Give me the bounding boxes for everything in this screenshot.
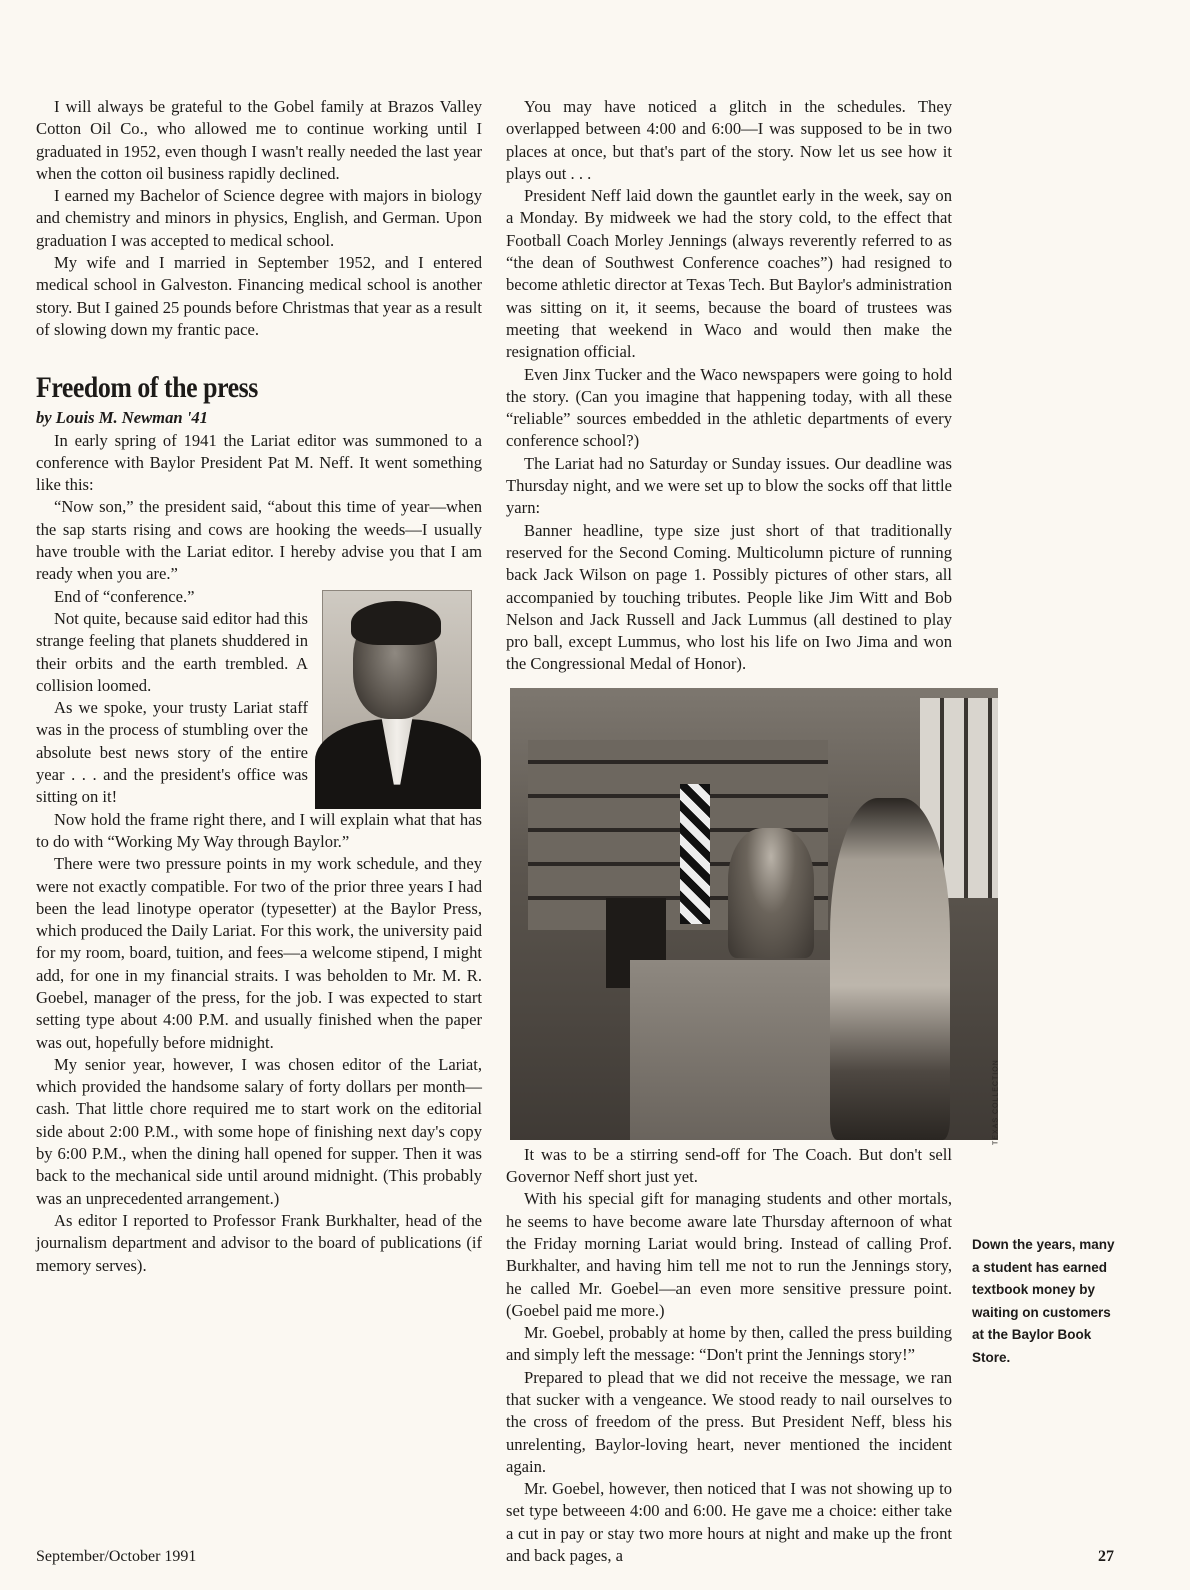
paragraph: I will always be grateful to the Gobel family at Brazos Valley Cotton Oil Co., who allowed me to continue working until I graduated in 1952, even though I wasn't really needed the last year when the cotton oil business rapidly declined. xyxy=(36,97,482,183)
issue-date: September/October 1991 xyxy=(36,1548,197,1565)
paragraph: The Lariat had no Saturday or Sunday issues. Our deadline was Thursday night, and we were set up to blow the socks off that little yarn: xyxy=(506,453,952,518)
paragraph: Now hold the frame right there, and I will explain what that has to do with “Working My Way through Baylor.” xyxy=(36,809,482,851)
paragraph: Not quite, because said editor had this strange feeling that planets shuddered in their orbits and the earth trembled. A collision loomed. xyxy=(36,608,308,695)
paragraph: My senior year, however, I was chosen editor of the Lariat, which provided the handsome salary of forty dollars per month—cash. That little chore required me to start work on the editorial side about 2:00 P.M., with some hope of finishing next day's copy by 6:00 P.M., when the dining hall opened for supper. Then it was back to the mechanical side until around midnight. (This probably was an unprecedented arrangement.) xyxy=(36,1054,482,1208)
paragraph: You may have noticed a glitch in the schedules. They overlapped between 4:00 and 6:00—I was supposed to be in two places at once, but that's part of the story. Now let us see how it plays out . . . xyxy=(506,97,952,183)
paragraph: Even Jinx Tucker and the Waco newspapers were going to hold the story. (Can you imagine that happening today, with all these “reliable” sources embedded in the athletic departments of every conference school?) xyxy=(506,364,952,451)
paragraph: Mr. Goebel, probably at home by then, called the press building and simply left the message: “Don't print the Jennings story!” xyxy=(506,1323,952,1365)
middle-column xyxy=(506,96,1000,1567)
page-number: 27 xyxy=(1098,1548,1114,1565)
photo-credit: TEXAS COLLECTION xyxy=(992,1059,1000,1146)
article-byline: by Louis M. Newman '41 xyxy=(36,408,208,428)
paragraph: My wife and I married in September 1952, and I entered medical school in Galveston. Financing medical school is another story. But I gained 25 pounds before Christmas that year as a result of slowing down my frantic pace. xyxy=(36,253,482,339)
paragraph: It was to be a stirring send-off for The Coach. But don't sell Governor Neff short just yet. xyxy=(506,1144,952,1187)
left-column xyxy=(36,96,482,1277)
paragraph-text: End of “conference.” xyxy=(54,586,195,606)
paragraph: Mr. Goebel, however, then noticed that I was not showing up to set type betweeen 4:00 and 6:00. He gave me a choice: either take a cut in pay or stay two more hours at night and make up the front and back pages, a xyxy=(506,1479,952,1566)
paragraph: President Neff laid down the gauntlet early in the week, say on a Monday. By midweek we had the story cold, to the effect that Football Coach Morley Jennings (always reverently referred to as “the dean of Southwest Conference coaches”) had resigned to become athletic director at Texas Tech. But Baylor's administration was sitting on it, it seems, because the board of trustees was meeting that weekend in Waco and would then make the resignation official. xyxy=(506,186,952,362)
paragraph: Banner headline, type size just short of that traditionally reserved for the Second Coming. Multicolumn picture of running back Jack Wilson on page 1. Possibly pictures of other stars, all accompanied by touching tributes. People like Jim Witt and Bob Nelson and Jack Russell and Jack Lummus (all destined to play pro ball, except Lummus, who lost his life on Iwo Jima and won the Congressional Medal of Honor). xyxy=(506,520,952,674)
paragraph: As we spoke, your trusty Lariat staff was in the process of stumbling over the absolute best news story of the entire year . . . and the president's office was sitting on it! xyxy=(36,698,308,807)
photo-caption: Down the years, many a student has earned textbook money by waiting on customers at the Baylor Book Store. xyxy=(972,1237,1115,1365)
paragraph: As editor I reported to Professor Frank Burkhalter, head of the journalism department and advisor to the board of publications (if memory serves). xyxy=(36,1210,482,1275)
portrait-photo xyxy=(322,590,472,784)
paragraph: “Now son,” the president said, “about this time of year—when the sap starts rising and cows are hooking the weeds—I usually have trouble with the Lariat editor. I hereby advise you that I am ready when you are.” xyxy=(36,497,482,584)
paragraph: I earned my Bachelor of Science degree with majors in biology and chemistry and minors in physics, English, and German. Upon graduation I was accepted to medical school. xyxy=(36,186,482,250)
paragraph: With his special gift for managing students and other mortals, he seems to have become aware late Thursday afternoon of what the Friday morning Lariat would bring. Instead of calling Prof. Burkhalter, and having him tell me not to run the Jennings story, he called Mr. Goebel—an even more sensitive pressure point. (Goebel paid me more.) xyxy=(506,1189,952,1320)
paragraph: There were two pressure points in my work schedule, and they were not exactly compatible. For two of the prior three years I had been the lead linotype operator (typesetter) at the Baylor Press, which produced the Daily Lariat. For this work, the university paid for my room, board, tuition, and fees—a welcome stipend, I might add, for one in my financial straits. I was beholden to Mr. M. R. Goebel, manager of the press, for the job. I was expected to start setting type about 4:00 P.M. and usually finished when the paper was out, hopefully before midnight. xyxy=(36,854,482,1052)
article-heading: Freedom of the press xyxy=(36,371,258,405)
bookstore-photo xyxy=(510,688,1000,1146)
paragraph: In early spring of 1941 the Lariat editor was summoned to a conference with Baylor President Pat M. Neff. It went something like this: xyxy=(36,430,482,495)
paragraph: Prepared to plead that we did not receive the message, we ran that sucker with a vengeance. We stood ready to nail ourselves to the cross of freedom of the press. But President Neff, bless his unrelenting, Baylor-loving heart, never mentioned the incident again. xyxy=(506,1367,952,1476)
paragraph xyxy=(36,586,482,608)
